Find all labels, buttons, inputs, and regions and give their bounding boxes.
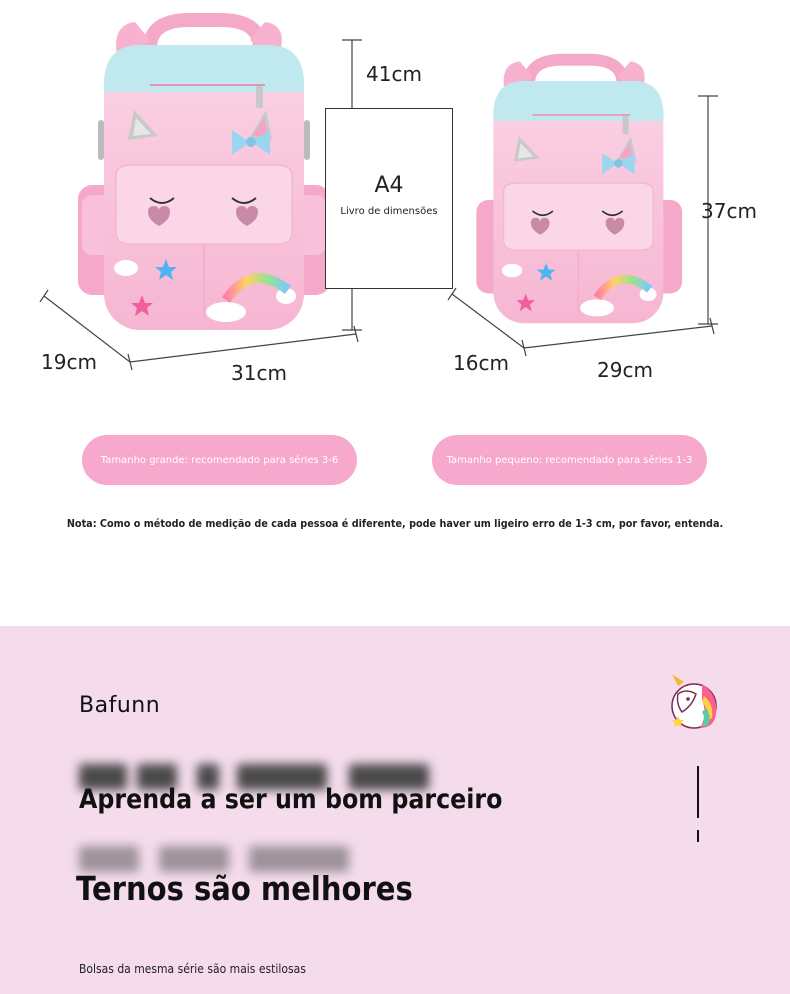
brand-name: Bafunn bbox=[79, 693, 161, 718]
unicorn-icon bbox=[664, 672, 722, 732]
large-width-label: 31cm bbox=[231, 361, 287, 385]
large-size-button[interactable]: Tamanho grande: recomendado para séries 3-6 bbox=[82, 435, 357, 485]
a4-title: A4 bbox=[374, 173, 404, 198]
small-width-label: 29cm bbox=[597, 358, 653, 382]
series-caption: Bolsas da mesma série são mais estilosas bbox=[79, 962, 306, 976]
a4-subtitle: Livro de dimensões bbox=[340, 206, 438, 217]
a4-reference-box bbox=[325, 108, 453, 289]
small-backpack bbox=[476, 60, 682, 324]
divider-bar bbox=[697, 766, 699, 818]
large-backpack bbox=[78, 20, 330, 330]
headline-partner: Aprenda a ser um bom parceiro bbox=[79, 784, 503, 815]
divider-bar-small bbox=[697, 830, 699, 842]
large-height-label: 41cm bbox=[366, 62, 422, 86]
small-depth-label: 16cm bbox=[453, 351, 509, 375]
small-size-button[interactable]: Tamanho pequeno: recomendado para séries 1-3 bbox=[432, 435, 707, 485]
headline-suits: Ternos são melhores bbox=[76, 869, 413, 908]
large-depth-label: 19cm bbox=[41, 350, 97, 374]
small-height-label: 37cm bbox=[701, 199, 757, 223]
measurement-note: Nota: Como o método de medição de cada pessoa é diferente, pode haver um ligeiro erro de 1-3 cm, por favor, entenda. bbox=[66, 518, 724, 530]
